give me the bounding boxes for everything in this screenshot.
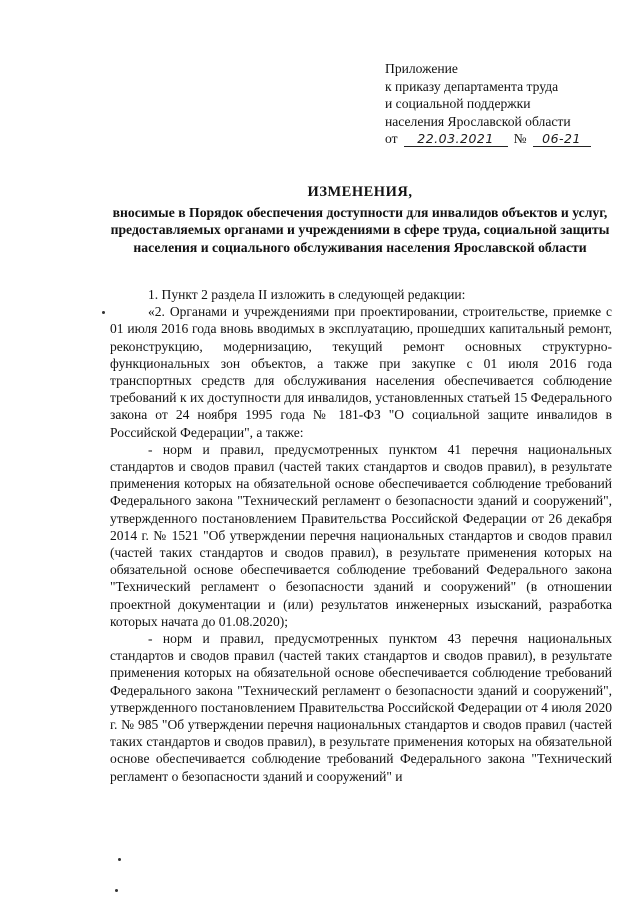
appendix-region-line: населения Ярославской области bbox=[385, 113, 571, 129]
paragraph-2: «2. Органами и учреждениями при проектировании, строительстве, приемке с 01 июля 2016 года вновь вводимых в эксплуатацию, прошедших капитальный ремонт, реконструкцию, модернизацию, текущий ремонт основных структурно-функциональных зон объектов, а также при закупке с 01 июля 2016 года транспортных средств для обслуживания населения обеспечивается соблюдение требований к их доступности для инвалидов, установленных статьей 15 Федерального закона от 24 ноября 1995 года № 181-ФЗ "О социальной защите инвалидов в Российской Федерации", а также: bbox=[110, 304, 612, 440]
number-label: № bbox=[513, 131, 527, 146]
paragraph-4: - норм и правил, предусмотренных пунктом 43 перечня национальных стандартов и сводов правил (частей таких стандартов и сводов правил), в результате применения которых на обязательной основе обеспечивается соблюдение требований Федерального закона "Технический регламент о безопасности зданий и сооружений", утвержденного постановлением Правительства Российской Федерации от 4 июля 2020 г. № 985 "Об утверждении перечня национальных стандартов и сводов правил (частей таких стандартов и сводов правил), в результате применения которых на обязательной основе обеспечивается соблюдение требований Федерального закона "Технический регламент о безопасности зданий и сооружений" и bbox=[110, 631, 612, 784]
appendix-title: Приложение bbox=[385, 61, 458, 76]
document-heading bbox=[100, 184, 620, 256]
scan-speck bbox=[115, 889, 118, 892]
handwritten-number: 06-21 bbox=[533, 132, 591, 147]
document-subtitle: вносимые в Порядок обеспечения доступности для инвалидов объектов и услуг, предоставляемых органами и учреждениями в сфере труда, социальной защиты населения и социального обслуживания населения Ярославской области bbox=[110, 204, 610, 255]
from-label: от bbox=[385, 131, 398, 146]
appendix-department-line: и социальной поддержки bbox=[385, 96, 531, 111]
document-title: ИЗМЕНЕНИЯ, bbox=[307, 184, 413, 200]
paragraph-1: 1. Пункт 2 раздела II изложить в следующей редакции: bbox=[148, 287, 466, 302]
scan-speck bbox=[102, 311, 105, 314]
handwritten-date: 22.03.2021 bbox=[404, 132, 508, 147]
document-body bbox=[110, 286, 612, 785]
appendix-order-line: к приказу департамента труда bbox=[385, 78, 559, 94]
appendix-block bbox=[385, 60, 615, 148]
scan-speck bbox=[118, 858, 121, 861]
paragraph-3: - норм и правил, предусмотренных пунктом 41 перечня национальных стандартов и сводов правил (частей таких стандартов и сводов правил), в результате применения которых на обязательной основе обеспечивается соблюдение требований Федерального закона "Технический регламент о безопасности зданий и сооружений", утвержденного постановлением Правительства Российской Федерации от 26 декабря 2014 г. № 1521 "Об утверждении перечня национальных стандартов и сводов правил (частей таких стандартов и сводов правил), в результате применения которых на обязательной основе обеспечивается соблюдение требований Федерального закона "Технический регламент о безопасности зданий и сооружений" (в отношении проектной документации и (или) результатов инженерных изысканий, разработка которых начата до 01.08.2020); bbox=[110, 441, 612, 629]
order-date-number-line bbox=[385, 130, 615, 148]
